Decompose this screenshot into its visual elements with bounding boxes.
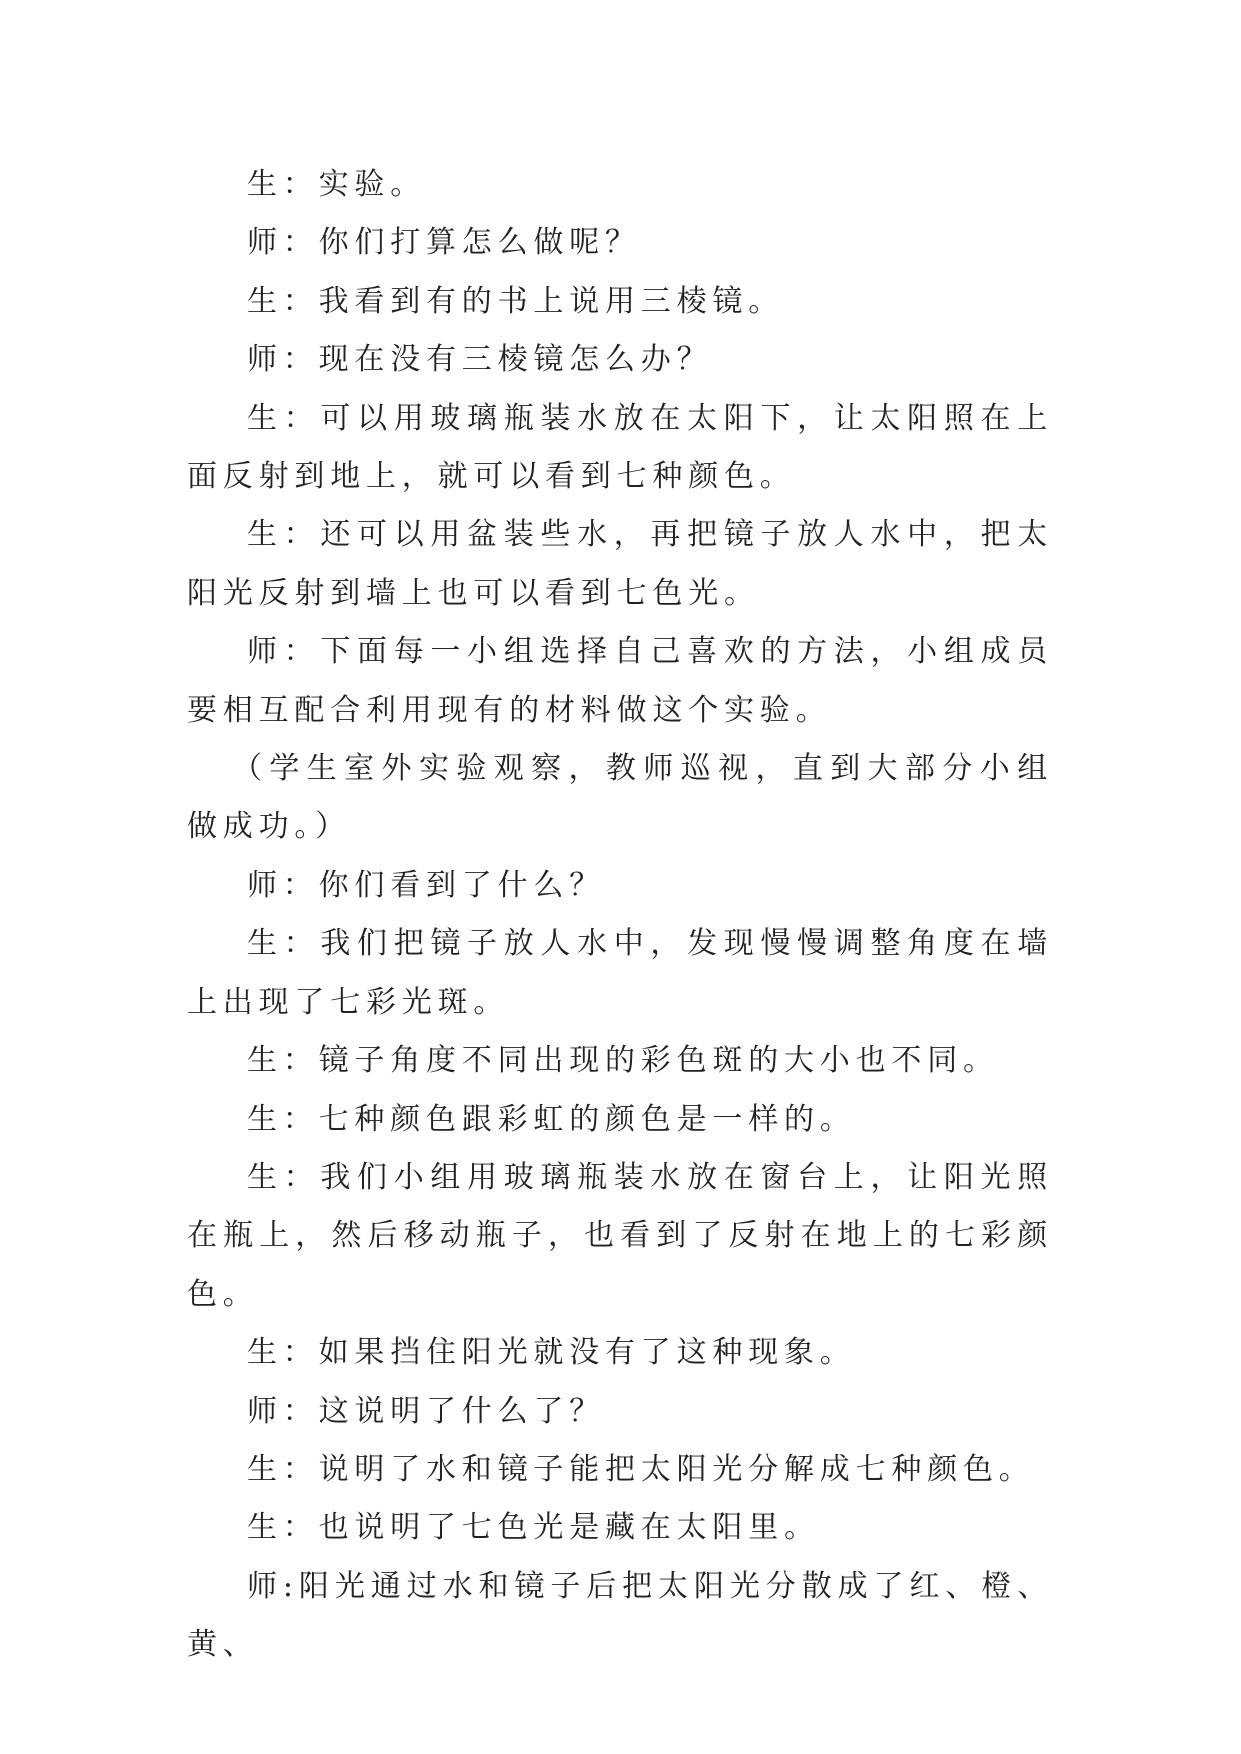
paragraph: 生：我看到有的书上说用三棱镜。	[247, 283, 784, 319]
paragraph: 生：实验。	[247, 167, 426, 202]
paragraph: 生：我们把镜子放人水中，发现慢慢调整角度在墙上出现了七彩光斑。	[187, 926, 1053, 1020]
paragraph: 师：这说明了什么了？	[247, 1393, 605, 1429]
paragraph: 生：也说明了七色光是藏在太阳里。	[247, 1510, 820, 1546]
paragraph: 师：下面每一小组选择自己喜欢的方法，小组成员要相互配合利用现有的材料做这个实验。	[187, 634, 1053, 728]
paragraph: 生：如果挡住阳光就没有了这种现象。	[247, 1335, 856, 1371]
paragraph: 生：我们小组用玻璃瓶装水放在窗台上，让阳光照在瓶上，然后移动瓶子，也看到了反射在地上的七彩颜色。	[187, 1159, 1053, 1312]
document-body	[187, 156, 1053, 1675]
paragraph: 生：还可以用盆装些水，再把镜子放人水中，把太阳光反射到墙上也可以看到七色光。	[187, 517, 1053, 611]
paragraph: 师:阳光通过水和镜子后把太阳光分散成了红、橙、黄、	[187, 1568, 1053, 1663]
paragraph: 师：现在没有三棱镜怎么办？	[247, 342, 713, 378]
paragraph: 师：你们打算怎么做呢？	[247, 225, 641, 261]
paragraph: 生：说明了水和镜子能把太阳光分解成七种颜色。	[247, 1451, 1035, 1487]
paragraph: 师：你们看到了什么？	[247, 867, 605, 903]
paragraph: 生：可以用玻璃瓶装水放在太阳下，让太阳照在上面反射到地上，就可以看到七种颜色。	[187, 400, 1053, 495]
stage-direction-paragraph: （学生室外实验观察，教师巡视，直到大部分小组做成功。）	[187, 751, 1053, 845]
paragraph: 生：镜子角度不同出现的彩色斑的大小也不同。	[247, 1043, 999, 1079]
paragraph: 生：七种颜色跟彩虹的颜色是一样的。	[247, 1101, 856, 1137]
